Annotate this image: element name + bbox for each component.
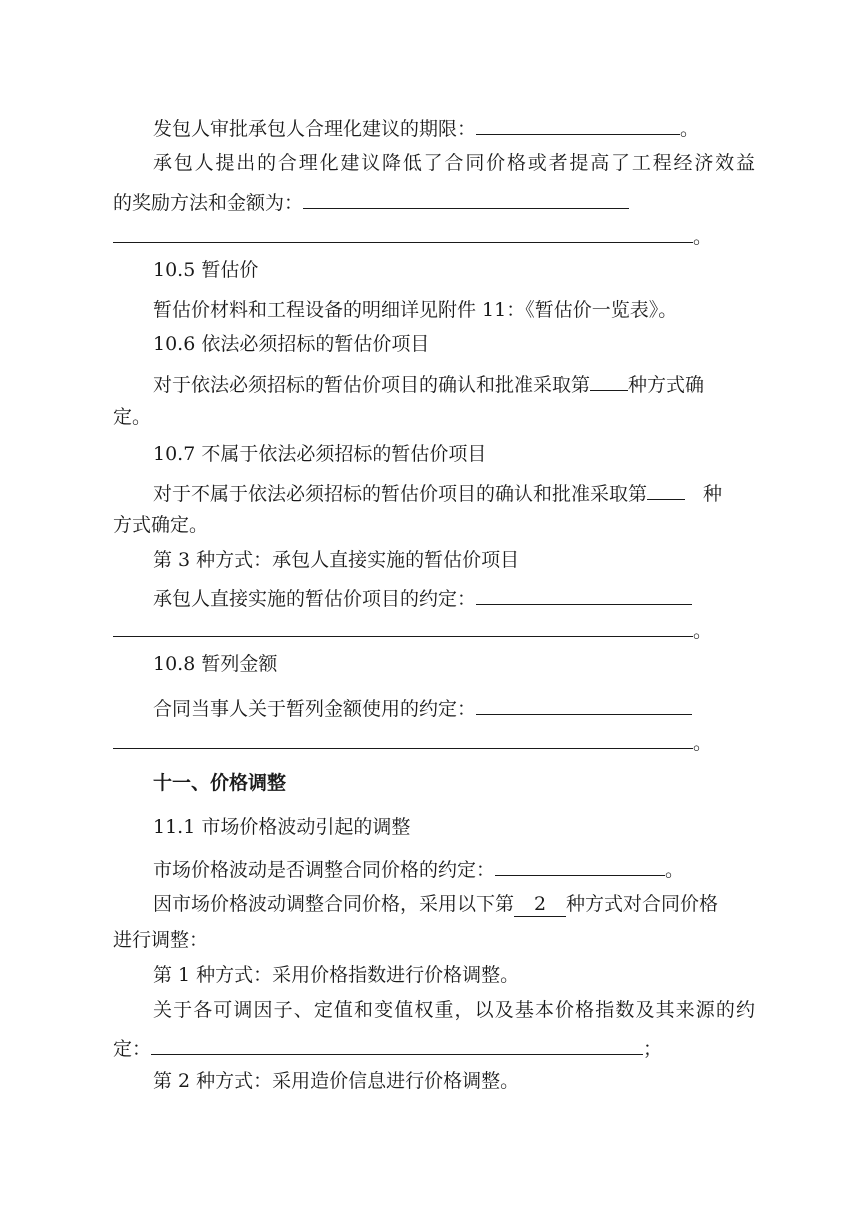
non-tender-method-line-2: 方式确定。 [113,514,209,536]
method-3-heading: 第 3 种方式：承包人直接实施的暂估价项目 [153,549,520,571]
market-adjust-line [153,855,684,882]
section-10-7: 10.7 不属于依法必须招标的暂估价项目 [153,443,487,465]
approval-period-blank[interactable] [476,114,680,135]
provisional-sum-blank-2[interactable] [113,728,693,749]
factor-weights-label: 定： [113,1038,152,1060]
provisional-sum-blank-1[interactable] [476,694,692,715]
factor-weights-text: 关于各可调因子、定值和变值权重，以及基本价格指数及其来源的约 [153,999,755,1021]
approval-period-line [153,114,699,141]
factor-weights-end: ； [643,1038,663,1060]
reward-line-1 [153,151,755,175]
adjust-method-value[interactable]: 2 [514,892,566,917]
reward-label: 的奖励方法和金额为： [113,192,304,214]
reward-text-1: 承包人提出的合理化建议降低了合同价格或者提高了工程经济效益 [153,152,755,174]
tender-method-text: 对于依法必须招标的暂估价项目的确认和批准采取第 [153,374,591,396]
method-2-heading: 第 2 种方式：采用造价信息进行价格调整。 [153,1070,520,1092]
reward-line-3 [113,222,712,249]
market-adjust-label: 市场价格波动是否调整合同价格的约定： [153,859,496,881]
non-tender-method-text: 对于不属于依法必须招标的暂估价项目的确认和批准采取第 [153,483,648,505]
market-adjust-end: 。 [665,859,685,881]
direct-impl-blank-1[interactable] [476,584,692,605]
section-10-6: 10.6 依法必须招标的暂估价项目 [153,333,430,355]
tender-method-line-2: 定。 [113,406,152,428]
reward-blank-1[interactable] [303,188,629,209]
adjust-method-text: 因市场价格波动调整合同价格，采用以下第 [153,893,515,915]
period-end: 。 [680,118,700,140]
direct-impl-line-2 [113,616,712,643]
direct-impl-line [153,584,692,611]
factor-weights-line-2 [113,1034,662,1061]
adjust-method-suffix: 种方式对合同价格 [566,893,719,915]
provisional-sum-line-2 [113,728,712,755]
approval-period-label: 发包人审批承包人合理化建议的期限： [153,118,477,140]
chapter-11-heading: 十一、价格调整 [153,772,287,794]
section-10-5: 10.5 暂估价 [153,259,259,281]
market-adjust-blank[interactable] [495,855,665,876]
tender-method-blank[interactable] [590,370,628,391]
adjust-method-line-2: 进行调整： [113,929,209,951]
section-10-8: 10.8 暂列金额 [153,653,278,675]
non-tender-method-suffix: 种 [703,483,723,505]
adjust-method-line [153,892,718,917]
factor-weights-line [153,998,755,1022]
provisional-sum-line [153,694,692,721]
provisional-detail-line: 暂估价材料和工程设备的明细详见附件 11：《暂估价一览表》。 [153,299,678,321]
method-1-heading: 第 1 种方式：采用价格指数进行价格调整。 [153,964,520,986]
provisional-sum-label: 合同当事人关于暂列金额使用的约定： [153,698,477,720]
tender-method-suffix: 种方式确 [628,374,705,396]
reward-line-2 [113,188,629,215]
provisional-sum-end: 。 [693,732,713,754]
direct-impl-blank-2[interactable] [113,616,693,637]
factor-weights-blank[interactable] [151,1034,643,1055]
tender-method-line [153,370,704,397]
reward-blank-2[interactable] [113,222,693,243]
direct-impl-end: 。 [693,620,713,642]
non-tender-method-blank[interactable] [647,479,685,500]
section-11-1: 11.1 市场价格波动引起的调整 [153,816,411,838]
reward-end: 。 [693,226,713,248]
non-tender-method-line [153,479,722,506]
direct-impl-label: 承包人直接实施的暂估价项目的约定： [153,588,477,610]
